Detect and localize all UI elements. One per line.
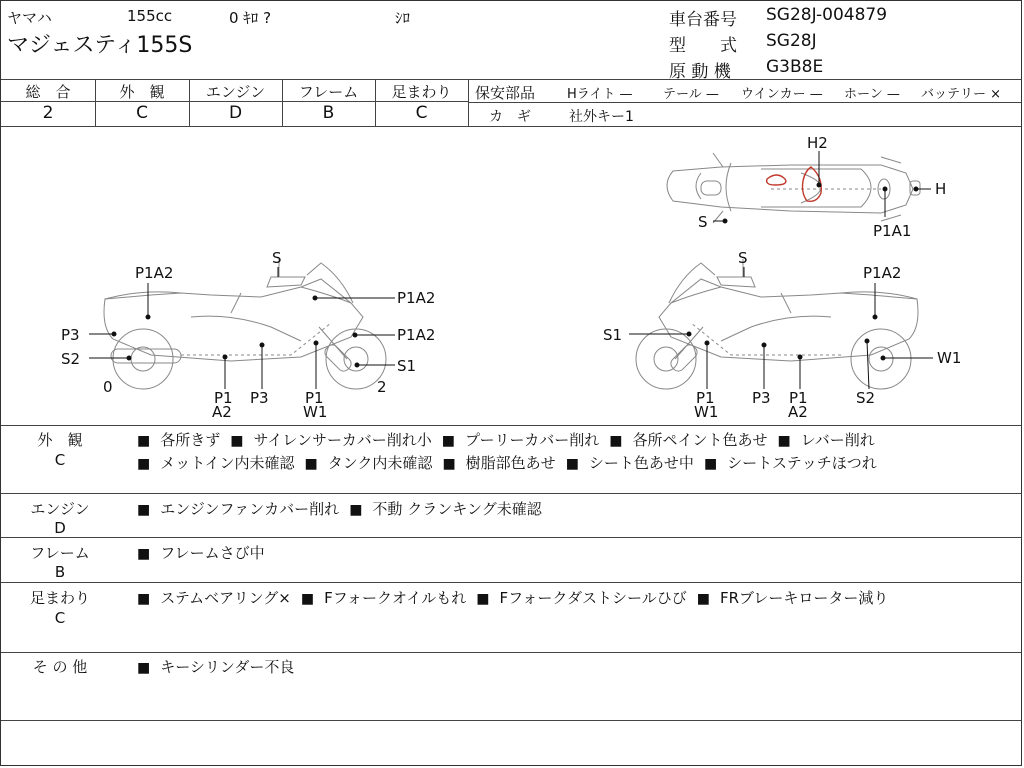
left-label: 0 xyxy=(103,378,113,396)
right-label: W1 xyxy=(694,403,719,421)
divider xyxy=(1,720,1022,721)
grade-frame-label: フレーム xyxy=(298,83,359,101)
top-label: H2 xyxy=(807,134,828,152)
note-item: ■ ステムベアリング× xyxy=(137,587,291,608)
grade-overall-value: 2 xyxy=(42,103,54,123)
type-value: SG28J xyxy=(766,31,817,51)
divider xyxy=(1,79,1022,80)
note-item: ■ シートステッチほつれ xyxy=(704,452,877,473)
notes-frame-line1 xyxy=(137,542,275,563)
divider xyxy=(1,493,1022,494)
grade-suspension-label: 足まわり xyxy=(391,83,452,101)
divider xyxy=(468,79,469,126)
engine-value: G3B8E xyxy=(766,57,824,77)
note-item: ■ 不動 クランキング未確認 xyxy=(349,498,542,519)
displacement: 155cc xyxy=(127,7,173,25)
notes-other-title: そ の 他 xyxy=(32,658,88,676)
left-label: P3 xyxy=(250,389,269,407)
left-label: W1 xyxy=(303,403,328,421)
safety-headlight: Hライト — xyxy=(567,87,633,102)
note-item: ■ キーシリンダー不良 xyxy=(137,656,294,677)
notes-engine-title: エンジン xyxy=(30,500,90,518)
right-label: W1 xyxy=(937,349,962,367)
safety-horn: ホーン — xyxy=(844,87,900,102)
note-item: ■ 樹脂部色あせ xyxy=(442,452,555,473)
right-label: P3 xyxy=(752,389,771,407)
damage-marks xyxy=(767,167,822,201)
left-label: P1 xyxy=(214,389,233,407)
top-label: P1A1 xyxy=(873,222,912,240)
note-item: ■ 各所ペイント色あせ xyxy=(609,429,767,450)
grade-overall-label: 総 合 xyxy=(25,83,71,101)
notes-other-line1 xyxy=(137,656,304,677)
notes-suspension-line1 xyxy=(137,587,898,608)
note-item: ■ タンク内未確認 xyxy=(305,452,433,473)
left-label: S xyxy=(272,249,282,267)
notes-exterior-line1 xyxy=(137,429,885,450)
condition-diagram xyxy=(1,127,1022,425)
left-label: S2 xyxy=(61,350,81,368)
note-item: ■ フレームさび中 xyxy=(137,542,265,563)
maker: ヤマハ xyxy=(7,9,52,27)
top-label: S xyxy=(698,213,708,231)
safety-tail: テール — xyxy=(663,87,719,102)
right-label: S2 xyxy=(856,389,876,407)
color: ｼﾛ xyxy=(395,9,411,27)
note-item: ■ Fフォークダストシールひび xyxy=(476,587,687,608)
notes-suspension-title: 足まわり xyxy=(29,589,90,607)
top-label: H xyxy=(935,180,947,198)
type-label: 型 式 xyxy=(669,36,737,56)
right-label: A2 xyxy=(788,403,808,421)
safety-battery: バッテリー × xyxy=(921,87,1002,102)
grade-exterior-value: C xyxy=(136,103,148,123)
grade-engine-value: D xyxy=(228,103,243,123)
grade-frame-value: B xyxy=(322,103,335,123)
left-label: P1A2 xyxy=(397,289,436,307)
note-item: ■ メットイン内未確認 xyxy=(137,452,295,473)
engine-label: 原 動 機 xyxy=(669,62,731,82)
note-item: ■ プーリーカバー削れ xyxy=(442,429,600,450)
note-item: ■ FRブレーキローター減り xyxy=(697,587,889,608)
model-name: マジェスティ155S xyxy=(7,33,193,58)
key-label: カ ギ xyxy=(489,109,531,125)
right-label: S1 xyxy=(603,326,623,344)
left-label: P1A2 xyxy=(397,326,436,344)
note-item: ■ レバー削れ xyxy=(778,429,875,450)
divider xyxy=(1,425,1022,426)
safety-label: 保安部品 xyxy=(475,84,536,102)
left-label: P3 xyxy=(61,326,80,344)
notes-suspension-grade: C xyxy=(54,609,66,627)
left-label: 2 xyxy=(377,378,387,396)
grade-exterior-label: 外 観 xyxy=(119,83,165,101)
left-label: P1A2 xyxy=(135,264,174,282)
divider xyxy=(1,582,1022,583)
left-label: S1 xyxy=(397,357,417,375)
right-label: P1 xyxy=(789,389,808,407)
grade-suspension-value: C xyxy=(415,103,428,123)
key-value: 社外キー1 xyxy=(569,109,634,125)
divider xyxy=(1,652,1022,653)
notes-exterior-grade: C xyxy=(54,451,66,469)
right-label: S xyxy=(738,249,748,267)
notes-exterior-title: 外 観 xyxy=(37,431,83,449)
left-label: A2 xyxy=(212,403,232,421)
notes-engine-grade: D xyxy=(54,519,66,537)
note-item: ■ サイレンサーカバー削れ小 xyxy=(230,429,432,450)
note-item: ■ Fフォークオイルもれ xyxy=(301,587,466,608)
safety-winker: ウインカー — xyxy=(741,87,823,102)
note-item: ■ エンジンファンカバー削れ xyxy=(137,498,339,519)
grade-engine-label: エンジン xyxy=(205,83,266,101)
notes-frame-title: フレーム xyxy=(30,544,90,562)
right-label: P1A2 xyxy=(863,264,902,282)
odometer: 0 ｷﾛ ? xyxy=(229,9,272,27)
damage-mark xyxy=(767,175,786,185)
frame-no-label: 車台番号 xyxy=(669,10,737,30)
note-item: ■ 各所きず xyxy=(137,429,220,450)
notes-exterior-line2 xyxy=(137,452,887,473)
frame-no: SG28J-004879 xyxy=(766,5,888,25)
right-label: P1 xyxy=(696,389,715,407)
divider xyxy=(469,102,1022,103)
notes-engine-line1 xyxy=(137,498,552,519)
left-label: P1 xyxy=(305,389,324,407)
note-item: ■ シート色あせ中 xyxy=(566,452,694,473)
notes-frame-grade: B xyxy=(54,563,66,581)
divider xyxy=(1,537,1022,538)
